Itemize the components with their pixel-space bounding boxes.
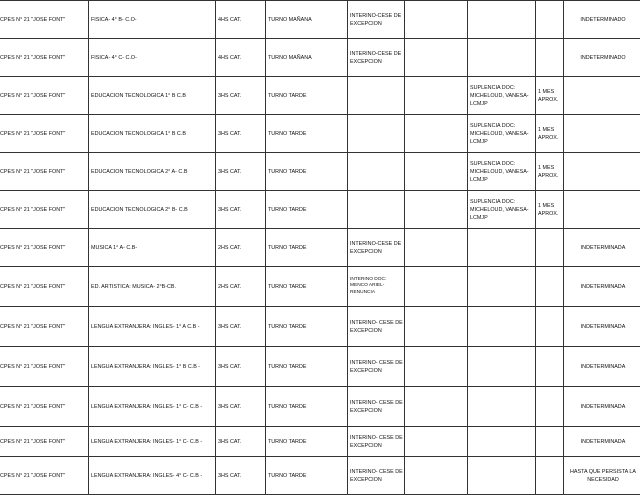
shift-cell: TURNO TARDE bbox=[266, 427, 348, 457]
table-row bbox=[0, 191, 640, 229]
cause-cell: INTERINO-CESE DE EXCEPCION bbox=[348, 39, 405, 77]
hours-cell: 3HS CAT. bbox=[216, 427, 266, 457]
substitute-cell bbox=[468, 39, 536, 77]
school-cell: CPES N° 21 "JOSE FONT" bbox=[0, 347, 89, 387]
school-cell: CPES N° 21 "JOSE FONT" bbox=[0, 457, 89, 495]
table-row bbox=[0, 229, 640, 267]
cause-cell: INTERINO DOC: MENCO ARIEL- RENUNCIA bbox=[348, 267, 405, 307]
estimate-cell bbox=[536, 1, 564, 39]
subject-cell: FISICA- 4° C- C.O- bbox=[89, 39, 216, 77]
subject-cell: LENGUA EXTRANJERA: INGLES- 4° C- C.B - bbox=[89, 457, 216, 495]
substitute-cell bbox=[468, 427, 536, 457]
school-cell: CPES N° 21 "JOSE FONT" bbox=[0, 267, 89, 307]
blank-cell bbox=[405, 115, 468, 153]
cause-cell: INTERINO- CESE DE EXCEPCION bbox=[348, 307, 405, 347]
duration-cell: INDETERMINADA bbox=[564, 347, 640, 387]
blank-cell bbox=[405, 153, 468, 191]
shift-cell: TURNO MAÑANA bbox=[266, 39, 348, 77]
estimate-cell bbox=[536, 427, 564, 457]
school-cell: CPES N° 21 "JOSE FONT" bbox=[0, 39, 89, 77]
cause-cell bbox=[348, 191, 405, 229]
shift-cell: TURNO TARDE bbox=[266, 153, 348, 191]
shift-cell: TURNO TARDE bbox=[266, 77, 348, 115]
estimate-cell bbox=[536, 39, 564, 77]
duration-cell: INDETERMINADA bbox=[564, 267, 640, 307]
blank-cell bbox=[405, 77, 468, 115]
substitute-cell bbox=[468, 229, 536, 267]
estimate-cell bbox=[536, 307, 564, 347]
blank-cell bbox=[405, 387, 468, 427]
blank-cell bbox=[405, 229, 468, 267]
shift-cell: TURNO TARDE bbox=[266, 191, 348, 229]
subject-cell: EDUCACION TECNOLOGICA 1° B C.B bbox=[89, 77, 216, 115]
duration-cell: INDETERMINADA bbox=[564, 229, 640, 267]
subject-cell: EDUCACION TECNOLOGICA 1° B C.B bbox=[89, 115, 216, 153]
duration-cell: INDETERMINADA bbox=[564, 387, 640, 427]
substitute-cell bbox=[468, 267, 536, 307]
shift-cell: TURNO MAÑANA bbox=[266, 1, 348, 39]
cause-cell: INTERINO- CESE DE EXCEPCION bbox=[348, 387, 405, 427]
hours-cell: 3HS CAT. bbox=[216, 347, 266, 387]
blank-cell bbox=[405, 39, 468, 77]
school-cell: CPES N° 21 "JOSE FONT" bbox=[0, 229, 89, 267]
hours-cell: 3HS CAT. bbox=[216, 153, 266, 191]
shift-cell: TURNO TARDE bbox=[266, 457, 348, 495]
subject-cell: MUSICA 1° A- C.B- bbox=[89, 229, 216, 267]
hours-cell: 3HS CAT. bbox=[216, 77, 266, 115]
substitute-cell bbox=[468, 387, 536, 427]
hours-cell: 3HS CAT. bbox=[216, 191, 266, 229]
duration-cell bbox=[564, 153, 640, 191]
subject-cell: FISICA- 4° B- C.O- bbox=[89, 1, 216, 39]
school-cell: CPES N° 21 "JOSE FONT" bbox=[0, 1, 89, 39]
subject-cell: ED. ARTISTICA: MUSICA- 2°B-CB. bbox=[89, 267, 216, 307]
hours-cell: 3HS CAT. bbox=[216, 457, 266, 495]
table-row bbox=[0, 115, 640, 153]
blank-cell bbox=[405, 347, 468, 387]
hours-cell: 4HS CAT. bbox=[216, 39, 266, 77]
estimate-cell: 1 MES APROX. bbox=[536, 115, 564, 153]
table-row bbox=[0, 427, 640, 457]
estimate-cell: 1 MES APROX. bbox=[536, 77, 564, 115]
cause-cell: INTERINO- CESE DE EXCEPCION bbox=[348, 457, 405, 495]
shift-cell: TURNO TARDE bbox=[266, 387, 348, 427]
table-row bbox=[0, 307, 640, 347]
shift-cell: TURNO TARDE bbox=[266, 229, 348, 267]
blank-cell bbox=[405, 191, 468, 229]
cause-cell: INTERINO- CESE DE EXCEPCION bbox=[348, 427, 405, 457]
blank-cell bbox=[405, 267, 468, 307]
hours-cell: 2HS CAT. bbox=[216, 229, 266, 267]
substitute-cell: SUPLENCIA DOC: MICHELOUD, VANESA-LCMJP bbox=[468, 191, 536, 229]
shift-cell: TURNO TARDE bbox=[266, 115, 348, 153]
duration-cell: INDETERMINADO bbox=[564, 1, 640, 39]
subject-cell: LENGUA EXTRANJERA: INGLES- 1° A C.B - bbox=[89, 307, 216, 347]
subject-cell: LENGUA EXTRANJERA: INGLES- 1° C- C.B - bbox=[89, 427, 216, 457]
school-cell: CPES N° 21 "JOSE FONT" bbox=[0, 307, 89, 347]
shift-cell: TURNO TARDE bbox=[266, 347, 348, 387]
cause-cell: INTERINO-CESE DE EXCEPCION bbox=[348, 1, 405, 39]
estimate-cell: 1 MES APROX. bbox=[536, 191, 564, 229]
duration-cell: INDETERMINADO bbox=[564, 39, 640, 77]
substitute-cell bbox=[468, 307, 536, 347]
blank-cell bbox=[405, 307, 468, 347]
cause-cell bbox=[348, 153, 405, 191]
hours-cell: 2HS CAT. bbox=[216, 267, 266, 307]
substitute-cell: SUPLENCIA DOC: MICHELOUD, VANESA-LCMJP bbox=[468, 153, 536, 191]
subject-cell: EDUCACION TECNOLOGICA 2° B- C.B bbox=[89, 191, 216, 229]
hours-cell: 3HS CAT. bbox=[216, 115, 266, 153]
substitute-cell: SUPLENCIA DOC: MICHELOUD, VANESA-LCMJP bbox=[468, 77, 536, 115]
table-row bbox=[0, 39, 640, 77]
table-row bbox=[0, 347, 640, 387]
table-row bbox=[0, 77, 640, 115]
subject-cell: LENGUA EXTRANJERA: INGLES- 1° B C.B - bbox=[89, 347, 216, 387]
substitute-cell bbox=[468, 347, 536, 387]
school-cell: CPES N° 21 "JOSE FONT" bbox=[0, 153, 89, 191]
shift-cell: TURNO TARDE bbox=[266, 267, 348, 307]
substitute-cell bbox=[468, 1, 536, 39]
estimate-cell bbox=[536, 347, 564, 387]
table-row bbox=[0, 387, 640, 427]
estimate-cell: 1 MES APROX. bbox=[536, 153, 564, 191]
hours-cell: 4HS CAT. bbox=[216, 1, 266, 39]
blank-cell bbox=[405, 1, 468, 39]
school-cell: CPES N° 21 "JOSE FONT" bbox=[0, 115, 89, 153]
duration-cell bbox=[564, 115, 640, 153]
table-row bbox=[0, 1, 640, 39]
estimate-cell bbox=[536, 387, 564, 427]
cause-cell: INTERINO-CESE DE EXCEPCION bbox=[348, 229, 405, 267]
school-cell: CPES N° 21 "JOSE FONT" bbox=[0, 387, 89, 427]
duration-cell: INDETERMINADA bbox=[564, 307, 640, 347]
cause-cell bbox=[348, 115, 405, 153]
duration-cell bbox=[564, 191, 640, 229]
estimate-cell bbox=[536, 267, 564, 307]
subject-cell: EDUCACION TECNOLOGICA 2° A- C.B bbox=[89, 153, 216, 191]
duration-cell: INDETERMINADA bbox=[564, 427, 640, 457]
substitute-cell: SUPLENCIA DOC: MICHELOUD, VANESA-LCMJP bbox=[468, 115, 536, 153]
table-body bbox=[0, 1, 640, 495]
school-cell: CPES N° 21 "JOSE FONT" bbox=[0, 191, 89, 229]
hours-cell: 3HS CAT. bbox=[216, 387, 266, 427]
school-cell: CPES N° 21 "JOSE FONT" bbox=[0, 77, 89, 115]
cause-cell bbox=[348, 77, 405, 115]
table-row bbox=[0, 267, 640, 307]
cause-cell: INTERINO- CESE DE EXCEPCION bbox=[348, 347, 405, 387]
duration-cell: HASTA QUE PERSISTA LA NECESIDAD bbox=[564, 457, 640, 495]
duration-cell bbox=[564, 77, 640, 115]
estimate-cell bbox=[536, 229, 564, 267]
hours-cell: 3HS CAT. bbox=[216, 307, 266, 347]
school-cell: CPES N° 21 "JOSE FONT" bbox=[0, 427, 89, 457]
blank-cell bbox=[405, 427, 468, 457]
subject-cell: LENGUA EXTRANJERA: INGLES- 1° C- C.B - bbox=[89, 387, 216, 427]
table-row bbox=[0, 153, 640, 191]
shift-cell: TURNO TARDE bbox=[266, 307, 348, 347]
